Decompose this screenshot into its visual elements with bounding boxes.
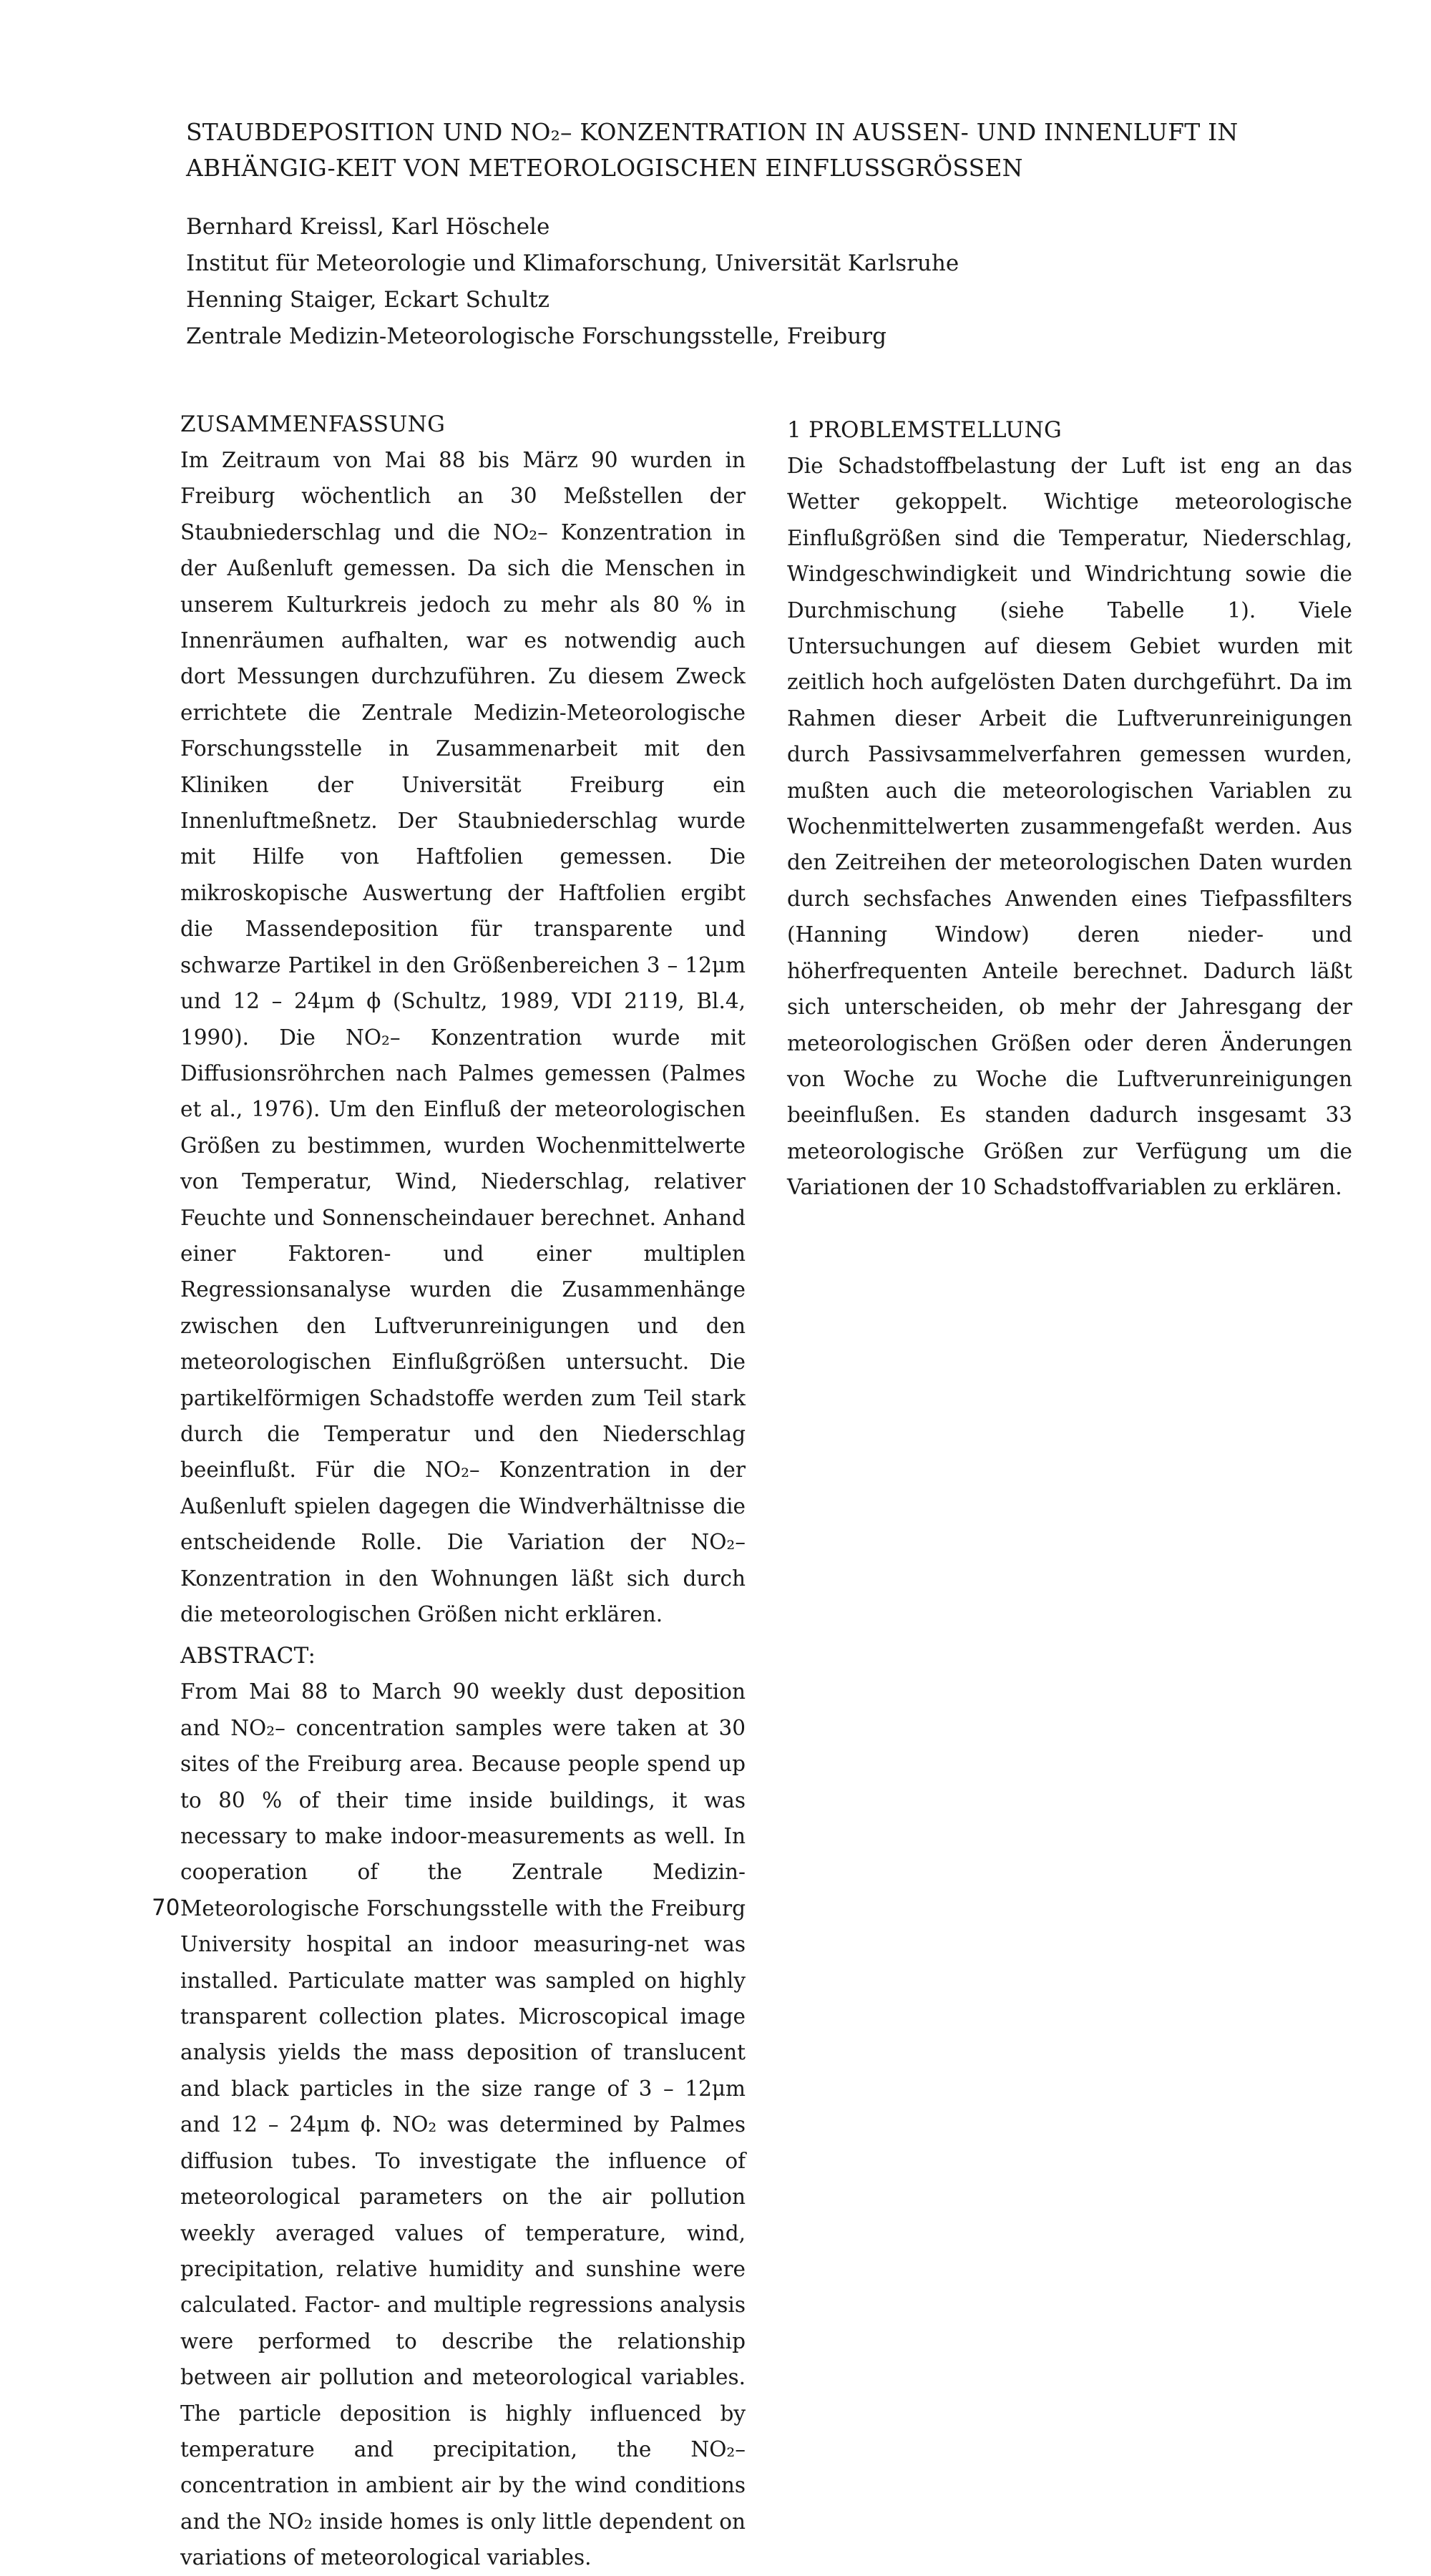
- abstract-paragraph: From Mai 88 to March 90 weekly dust deposition and NO₂– concentration samples were taken at 30 sites of the Freiburg area. Because people spend up to 80 % of their time inside buildings, it was necessary to make indoor-measurements as well. In cooperation of the Zentrale Medizin-Meteorologische Forschungsstelle with the Freiburg University hospital an indoor measuring-net was installed. Particulate matter was sampled on highly transparent collection plates. Microscopical image analysis yields the mass deposition of translucent and black particles in the size range of 3 – 12μm and 12 – 24μm ϕ. NO₂ was determined by Palmes diffusion tubes. To investigate the influence of meteorological parameters on the air pollution weekly averaged values of temperature, wind, precipitation, relative humidity and sunshine were calculated. Factor- and multiple regressions analysis were performed to describe the relationship between air pollution and meteorological variables. The particle deposition is highly influenced by temperature and precipitation, the NO₂– concentration in ambient air by the wind conditions and the NO₂ inside homes is only little dependent on variations of meteorological variables.: [180, 1679, 746, 2570]
- section-heading-abstract: ABSTRACT:: [180, 1643, 316, 1669]
- right-column: [787, 406, 1352, 1206]
- left-column: [180, 406, 746, 2576]
- affiliation-2: Zentrale Medizin-Meteorologische Forschungsstelle, Freiburg: [186, 323, 887, 349]
- paper-title: STAUBDEPOSITION UND NO₂– KONZENTRATION IN AUSSEN- UND INNENLUFT IN ABHÄNGIG-KEIT VON METEOROLOGISCHEN EINFLUSSGRÖSSEN: [186, 118, 1239, 182]
- section-heading-zusammenfassung: ZUSAMMENFASSUNG: [180, 411, 446, 437]
- zusammenfassung-paragraph: Im Zeitraum von Mai 88 bis März 90 wurden in Freiburg wöchentlich an 30 Meßstellen der Staubniederschlag und die NO₂– Konzentration in der Außenluft gemessen. Da sich die Menschen in unserem Kulturkreis jedoch zu mehr als 80 % in Innenräumen aufhalten, war es notwendig auch dort Messungen durchzuführen. Zu diesem Zweck errichtete die Zentrale Medizin-Meteorologische Forschungsstelle in Zusammenarbeit mit den Kliniken der Universität Freiburg ein Innenluftmeßnetz. Der Staubniederschlag wurde mit Hilfe von Haftfolien gemessen. Die mikroskopische Auswertung der Haftfolien ergibt die Massendeposition für transparente und schwarze Partikel in den Größenbereichen 3 – 12μm und 12 – 24μm ϕ (Schultz, 1989, VDI 2119, Bl.4, 1990). Die NO₂– Konzentration wurde mit Diffusionsröhrchen nach Palmes gemessen (Palmes et al., 1976). Um den Einfluß der meteorologischen Größen zu bestimmen, wurden Wochenmittelwerte von Temperatur, Wind, Niederschlag, relativer Feuchte und Sonnenscheindauer berechnet. Anhand einer Faktoren- und einer multiplen Regressionsanalyse wurden die Zusammenhänge zwischen den Luftverunreinigungen und den meteorologischen Einflußgrößen untersucht. Die partikelförmigen Schadstoffe werden zum Teil stark durch die Temperatur und den Niederschlag beeinflußt. Für die NO₂– Konzentration in der Außenluft spielen dagegen die Windverhältnisse die entscheidende Rolle. Die Variation der NO₂– Konzentration in den Wohnungen läßt sich durch die meteorologischen Größen nicht erklären.: [180, 448, 746, 1626]
- author-names-2: Henning Staiger, Eckart Schultz: [186, 287, 550, 313]
- section-heading-problemstellung: 1 PROBLEMSTELLUNG: [787, 417, 1063, 443]
- affiliation-1: Institut für Meteorologie und Klimaforschung, Universität Karlsruhe: [186, 250, 959, 276]
- author-names-1: Bernhard Kreissl, Karl Höschele: [186, 214, 550, 240]
- problemstellung-paragraph: Die Schadstoffbelastung der Luft ist eng an das Wetter gekoppelt. Wichtige meteorologische Einflußgrößen sind die Temperatur, Niederschlag, Windgeschwindigkeit und Windrichtung sowie die Durchmischung (siehe Tabelle 1). Viele Untersuchungen auf diesem Gebiet wurden mit zeitlich hoch aufgelösten Daten durchgeführt. Da im Rahmen dieser Arbeit die Luftverunreinigungen durch Passivsammelverfahren gemessen wurden, mußten auch die meteorologischen Variablen zu Wochenmittelwerten zusammengefaßt werden. Aus den Zeitreihen der meteorologischen Daten wurden durch sechsfaches Anwenden eines Tiefpassfilters (Hanning Window) deren nieder- und höherfrequenten Anteile berechnet. Dadurch läßt sich unterscheiden, ob mehr der Jahresgang der meteorologischen Größen oder deren Änderungen von Woche zu Woche die Luftverunreinigungen beeinflußen. Es standen dadurch insgesamt 33 meteorologische Größen zur Verfügung um die Variationen der 10 Schadstoffvariablen zu erklären.: [787, 454, 1352, 1200]
- page-number: 70: [152, 1895, 180, 1921]
- author-block: [186, 209, 1259, 355]
